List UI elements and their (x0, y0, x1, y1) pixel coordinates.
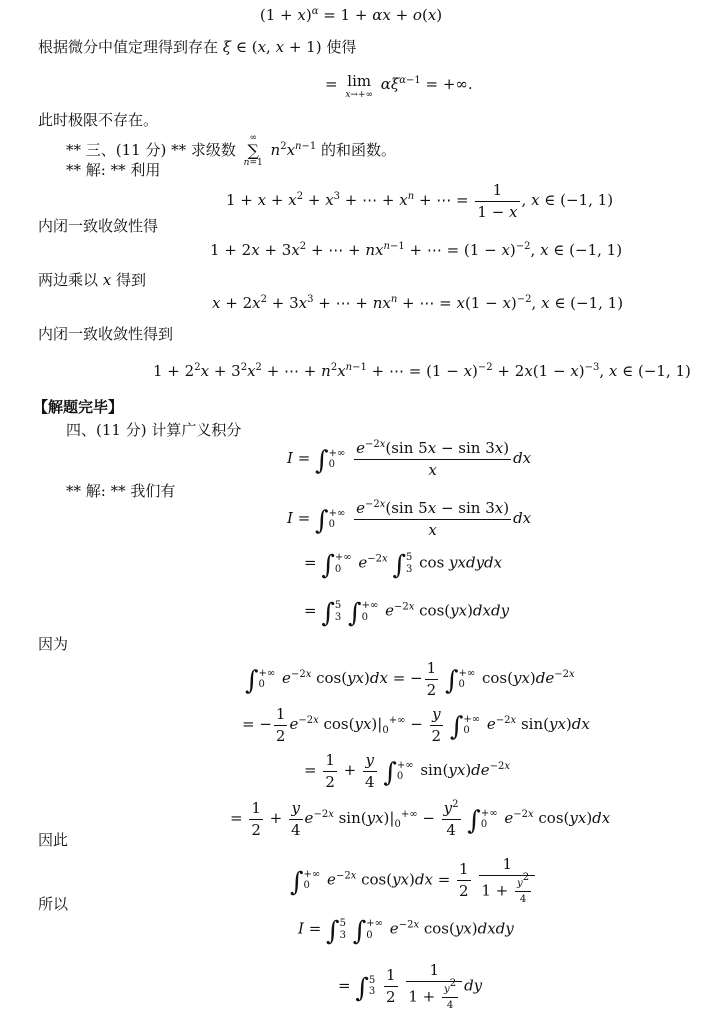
mvt-sentence: 根据微分中值定理得到存在 ξ ∈ (x, x + 1) 使得 (38, 38, 357, 56)
multiply-text: 两边乘以 x 得到 (38, 271, 147, 289)
equation-double-integral-2: = ∫ 5 3 ∫ +∞ 0 $e^{-2x}$ cos(yx)dxdy (304, 598, 510, 629)
equation-taylor: $(1 + x)^\alpha = 1 + \alpha x + o(x)$ (259, 6, 443, 24)
question-4: 四、(11 分) 计算广义积分 (66, 421, 242, 439)
equation-result: ∫ +∞ 0 $e^{-2x}$ cos(yx)dx = $\frac{1}{2}$ 1 1 + $\frac{y^2}{4}$ (290, 856, 537, 905)
limit-dne-text: 此时极限不存在。 (38, 111, 159, 129)
equation-I-final: = ∫ 5 3 $\frac{1}{2}$ 1 1 + $\frac{y^2}{4}$ dy (338, 961, 483, 1011)
hence-text: 因此 (38, 831, 69, 849)
uniform-convergence-text-1: 内闭一致收敛性得 (38, 217, 159, 235)
solution-3-label: ** 解: ** 利用 (66, 161, 161, 179)
equation-geometric-series: $1 + x + x^2 + x^3$ + ⋯ + $x^n$ + ⋯ = $\frac{1}{1 - x}$ , x ∈ (−1, 1) (226, 181, 614, 221)
equation-limit: = lim x→+∞ $\alpha\xi^{\alpha-1}$ = +∞. (325, 72, 473, 100)
equation-integral-I: I = ∫ +∞ 0 $\frac{e^{-2x}(\sin 5x - \sin 3x)}{x}$ dx (287, 439, 532, 479)
equation-final-series: $1 + 2^2x + 3^2x^2$ + ⋯ + $n^2x^{n-1}$ + ⋯ = $(1 - x)^{-2} + 2x(1 - x)^{-3}$, x ∈ (−1, 1) (153, 362, 691, 380)
equation-derivative-series: $1 + 2x + 3x^2$ + ⋯ + $nx^{n-1}$ + ⋯ = $(1 - x)^{-2}$, x ∈ (−1, 1) (210, 241, 623, 259)
equation-ibp-2: = − $\frac{1}{2}$ $e^{-2x}$ $\cos(yx)|_0^{+\infty}$ − $\frac{y}{2}$ ∫ +∞ 0 $e^{-2x}$ sin(yx)dx (242, 705, 590, 745)
equation-multiplied-series: $x + 2x^2 + 3x^3$ + ⋯ + $nx^n$ + ⋯ = $x(1 - x)^{-2}$, x ∈ (−1, 1) (212, 294, 624, 312)
equation-ibp-1: ∫ +∞ 0 $e^{-2x}$ cos(yx)dx = − $\frac{1}{2}$ ∫ +∞ 0 $\cos(yx)de^{-2x}$ (245, 659, 575, 699)
equation-ibp-3: = $\frac{1}{2}$ + $\frac{y}{4}$ ∫ +∞ 0 $\sin(yx)de^{-2x}$ (304, 751, 511, 791)
equation-double-integral-1: = ∫ +∞ 0 $e^{-2x}$ ∫ 5 3 cos yxdydx (304, 550, 503, 581)
uniform-convergence-text-2: 内闭一致收敛性得到 (38, 325, 174, 343)
equation-I-double: I = ∫ 5 3 ∫ +∞ 0 $e^{-2x}$ cos(yx)dxdy (298, 916, 514, 947)
because-text: 因为 (38, 635, 69, 653)
therefore-text: 所以 (38, 895, 69, 913)
solution-done: 【解题完毕】 (33, 398, 124, 416)
question-3: ** 三、(11 分) ** 求级数 ∞ ∑ n=1 $n^2x^{n-1}$ 的和函数。 (66, 133, 397, 168)
equation-integral-I-repeat: I = ∫ +∞ 0 $\frac{e^{-2x}(\sin 5x - \sin 3x)}{x}$ dx (287, 499, 532, 539)
equation-ibp-4: = $\frac{1}{2}$ + $\frac{y}{4}$ $e^{-2x}$ $\sin(yx)|_0^{+\infty}$ − $\frac{y^2}{4}$ ∫ +∞ 0 $e^{-2x}$ cos(yx)dx (230, 799, 611, 839)
solution-4-label: ** 解: ** 我们有 (66, 482, 176, 500)
